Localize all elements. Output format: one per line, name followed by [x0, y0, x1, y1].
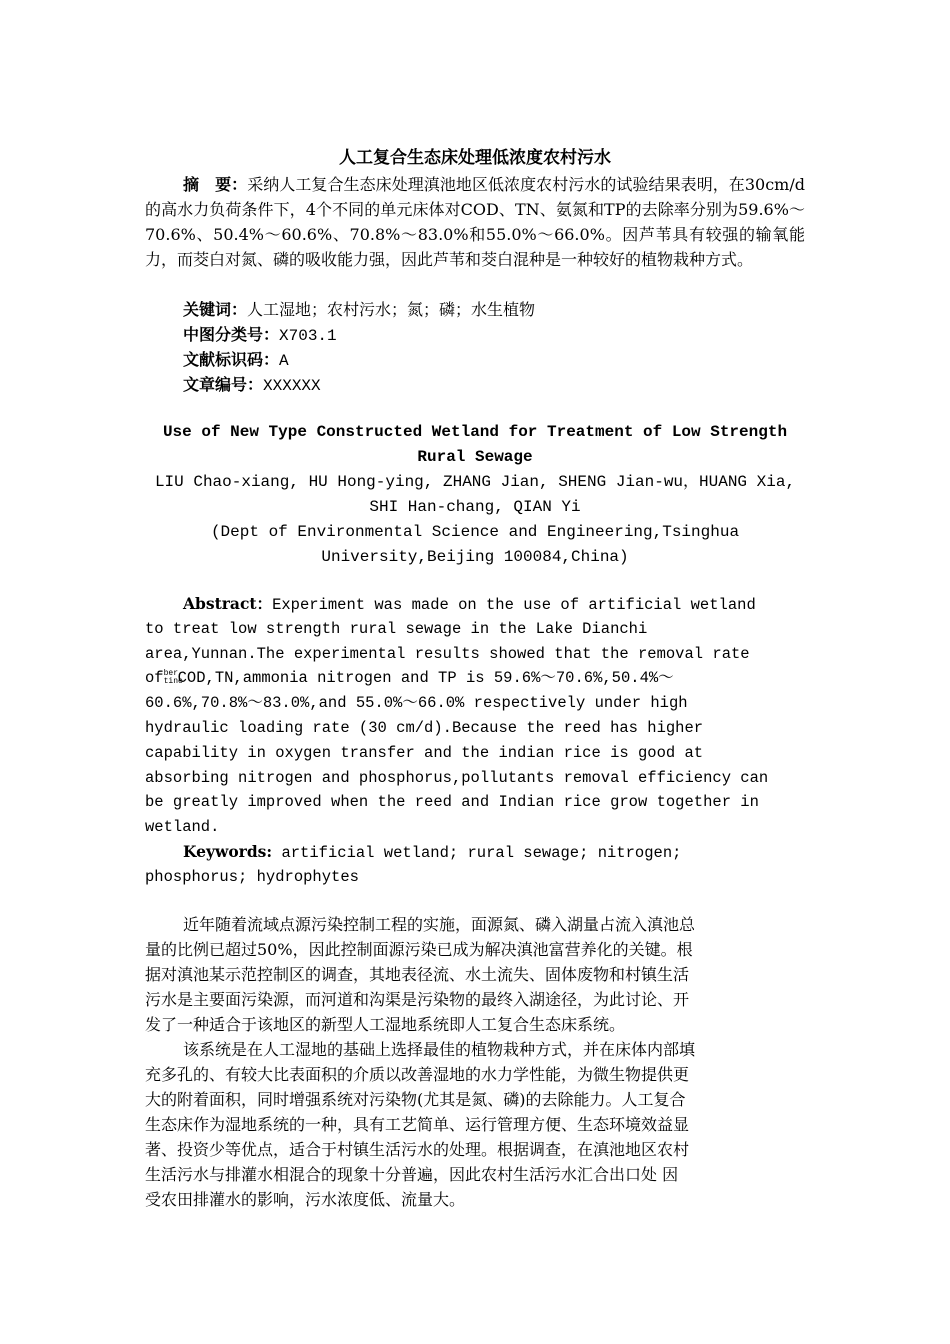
chinese-abstract-label: 摘 要： — [183, 175, 248, 194]
english-title — [140, 420, 810, 470]
english-abstract-line: capability in oxygen transfer and the indian rice is good at — [145, 743, 704, 762]
english-abstract-label: Abstract： — [183, 594, 273, 613]
article-number-value: XXXXXX — [263, 377, 321, 395]
article-number — [183, 372, 321, 399]
english-title-line-1: Use of New Type Constructed Wetland for Treatment of Low Strength — [162, 423, 788, 441]
clc-value: X703.1 — [279, 327, 337, 345]
affiliation-line-2: University,Beijing 100084,China) — [321, 548, 629, 566]
chinese-abstract-text: 采纳人工复合生态床处理滇池地区低浓度农村污水的试验结果表明，在30cm/d的高水力负荷条件下，4个不同的单元床体对COD、TN、氨氮和TP的去除率分别为59.6%～70.6%、50.4%～60.6%、70.8%～83.0%和55.0%～66.0%。因芦苇具有较强的输氧能力，而茭白对氮、磷的吸收能力强，因此芦苇和茭白混种是一种较好的植物栽种方式。 — [145, 175, 805, 269]
english-abstract-line: be greatly improved when the reed and Indian rice grow together in — [145, 793, 759, 812]
clc-number — [183, 322, 337, 349]
chinese-keywords-label: 关键词： — [183, 300, 248, 319]
authors-line-1: LIU Chao-xiang, HU Hong-ying, ZHANG Jian, SHENG Jian-wu，HUANG Xia, — [154, 473, 796, 491]
article-number-label: 文章编号： — [183, 375, 264, 394]
english-abstract-line: ofber tineCOD,TN,ammonia nitrogen and TP is 59.6%～70.6%,50.4%～ — [145, 669, 674, 688]
document-code — [183, 347, 289, 374]
authors-line-2: SHI Han-chang, QIAN Yi — [369, 498, 581, 516]
chinese-keywords-text: 人工湿地；农村污水；氮；磷；水生植物 — [247, 300, 536, 319]
field-code-artifact: ber tine — [163, 669, 183, 687]
english-abstract-line: absorbing nitrogen and phosphorus,pollutants removal efficiency can — [145, 768, 769, 787]
document-code-value: A — [279, 352, 289, 370]
chinese-title: 人工复合生态床处理低浓度农村污水 — [339, 148, 611, 168]
english-abstract-line: hydraulic loading rate (30 cm/d).Because the reed has higher — [145, 718, 704, 737]
english-abstract — [145, 592, 795, 890]
clc-label: 中图分类号： — [183, 325, 280, 344]
body-paragraph-2: 该系统是在人工湿地的基础上选择最佳的植物栽种方式，并在床体内部填 充多孔的、有较大比表面积的介质以改善湿地的水力学性能，为微生物提供更 大的附着面积，同时增强系统对污染物(尤其是氮、磷)的去除能力。人工复合 生态床作为湿地系统的一种，具有工艺简单、运行管理方便、生态环境效益显 著、投资少等优点，适合于村镇生活污水的处理。根据调查，在滇池地区农村 生活污水与排灌水相混合的现象十分普遍，因此农村生活污水汇合出口处 因 受农田排灌水的影响，污水浓度低、流量大。 — [145, 1040, 696, 1209]
english-abstract-line: wetland. — [145, 818, 220, 837]
body-paragraph-1: 近年随着流域点源污染控制工程的实施，面源氮、磷入湖量占流入滇池总 量的比例已超过50%，因此控制面源污染已成为解决滇池富营养化的关键。根 据对滇池某示范控制区的调查，其地表径流、水土流失、固体废物和村镇生活 污水是主要面污染源，而河道和沟渠是污染物的最终入湖途径，为此讨论、开 发了一种适合于该地区的新型人工湿地系统即人工复合生态床系统。 — [145, 915, 696, 1034]
english-keywords-label: Keywords: — [183, 841, 273, 861]
affiliation-line-1: (Dept of Environmental Science and Engineering,Tsinghua — [210, 523, 740, 541]
english-keywords-line-2: phosphorus; hydrophytes — [145, 867, 359, 886]
document-code-label: 文献标识码： — [183, 350, 280, 369]
english-abstract-line: area,Yunnan.The experimental results showed that the removal rate — [145, 644, 750, 663]
english-keywords: Keywords: artificial wetland; rural sewage; nitrogen; — [183, 841, 682, 862]
english-abstract-line: 60.6%,70.8%～83.0%,and 55.0%～66.0% respectively under high — [145, 694, 688, 713]
chinese-keywords — [183, 297, 535, 322]
english-abstract-line: to treat low strength rural sewage in the Lake Dianchi — [145, 619, 648, 638]
chinese-abstract — [145, 172, 805, 272]
english-abstract-line: Abstract：Experiment was made on the use of artificial wetland — [183, 594, 756, 614]
english-title-line-2: Rural Sewage — [417, 448, 533, 466]
